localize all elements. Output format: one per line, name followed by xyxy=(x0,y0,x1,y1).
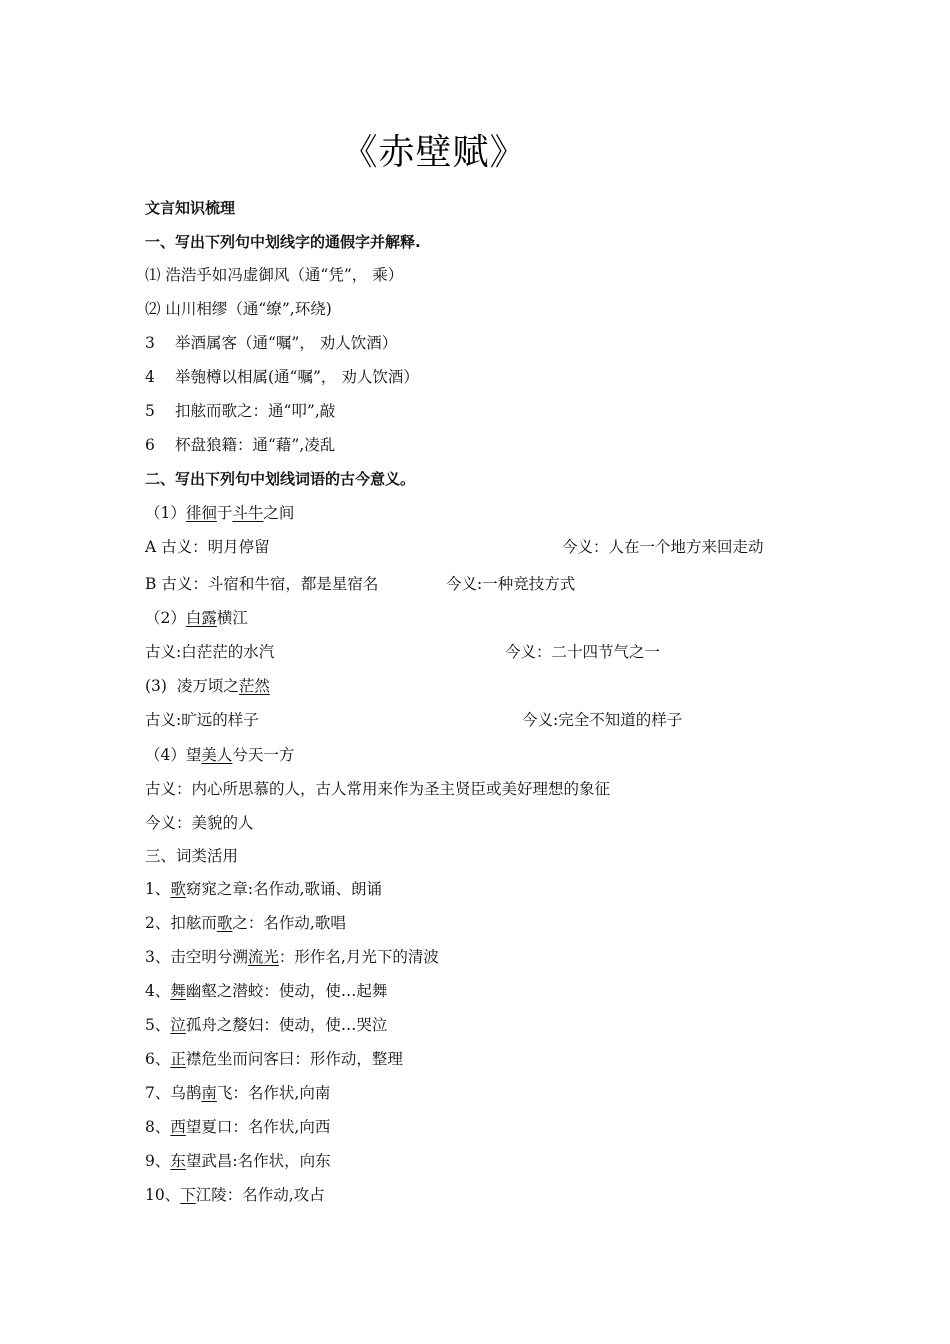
part1-item xyxy=(145,435,335,455)
question-text: 之间 xyxy=(263,504,295,522)
part2-question-3 xyxy=(145,676,270,696)
part2-question-4 xyxy=(145,745,294,765)
part3-item xyxy=(145,981,387,1001)
underlined-word: 茫然 xyxy=(238,677,270,695)
item-number: 3、 xyxy=(145,948,171,966)
modern-meaning: 今义：美貌的人 xyxy=(145,814,254,832)
item-text: 击空明兮溯 xyxy=(170,948,248,966)
item-text: ：形作名,月光下的清波 xyxy=(278,948,439,966)
part3-item xyxy=(145,913,346,933)
part1-item xyxy=(145,367,419,387)
modern-meaning: 今义:一种竞技方式 xyxy=(446,575,576,593)
underlined-word: 西 xyxy=(170,1118,186,1136)
part3-item xyxy=(145,1015,387,1035)
item-number: 7、 xyxy=(145,1084,171,1102)
question-prefix: （2） xyxy=(145,609,186,627)
part3-heading: 三、词类活用 xyxy=(145,847,239,865)
underlined-word: 歌 xyxy=(170,880,186,898)
underlined-word: 徘徊 xyxy=(185,504,217,522)
item-number: 3 xyxy=(145,334,155,352)
item-text: 襟危坐而问客曰：形作动，整理 xyxy=(185,1050,403,1068)
modern-meaning: 今义：二十四节气之一 xyxy=(505,643,661,661)
question-prefix: （1） xyxy=(145,504,186,522)
underlined-word: 东 xyxy=(170,1152,186,1170)
part3-item xyxy=(145,1083,330,1103)
item-number: 6、 xyxy=(145,1050,171,1068)
part3-item xyxy=(145,879,382,899)
item-number: 4 xyxy=(145,368,155,386)
ancient-meaning: 古义：内心所思慕的人，古人常用来作为圣主贤臣或美好理想的象征 xyxy=(145,780,611,798)
part1-item: ⑵ 山川相缪（通“缭”,环绕) xyxy=(145,300,332,318)
item-number: 5 xyxy=(145,402,155,420)
item-text: 扣舷而 xyxy=(170,914,217,932)
part1-item xyxy=(145,333,397,353)
item-text: 孤舟之嫠妇：使动，使…哭泣 xyxy=(185,1016,388,1034)
underlined-word: 正 xyxy=(170,1050,186,1068)
modern-meaning: 今义:完全不知道的样子 xyxy=(522,711,683,729)
part3-item xyxy=(145,1049,403,1069)
part2-question-2 xyxy=(145,608,248,628)
item-number: 8、 xyxy=(145,1118,171,1136)
underlined-word: 南 xyxy=(201,1084,217,1102)
item-text: 举酒属客（通“嘱”， 劝人饮酒） xyxy=(175,334,398,352)
question-prefix: (3) xyxy=(145,677,167,695)
part1-item: ⑴ 浩浩乎如冯虚御风（通“凭”， 乘） xyxy=(145,266,404,284)
underlined-word: 流光 xyxy=(247,948,279,966)
underlined-word: 歌 xyxy=(216,914,233,932)
modern-meaning: 今义：人在一个地方来回走动 xyxy=(562,538,764,556)
item-number: 2、 xyxy=(145,914,171,932)
ancient-meaning: 古义:白茫茫的水汽 xyxy=(145,643,275,661)
part3-item xyxy=(145,947,439,967)
question-prefix: （4）望 xyxy=(145,746,202,764)
underlined-word: 下 xyxy=(180,1186,196,1204)
item-text: 望武昌:名作状，向东 xyxy=(185,1152,331,1170)
document-title: 《赤壁赋》 xyxy=(341,132,527,173)
item-text: 举匏樽以相属(通“嘱”， 劝人饮酒） xyxy=(175,368,419,386)
underlined-word: 白露 xyxy=(185,609,217,627)
question-text: 凌万顷之 xyxy=(176,677,239,695)
part1-item xyxy=(145,401,335,421)
part2-question-1 xyxy=(145,503,294,523)
item-number: 9、 xyxy=(145,1152,171,1170)
item-text: 乌鹊 xyxy=(170,1084,202,1102)
item-text: 之：名作动,歌唱 xyxy=(232,914,346,932)
item-text: 杯盘狼籍：通“藉”,凌乱 xyxy=(175,436,336,454)
item-number: 1、 xyxy=(145,880,171,898)
underlined-word: 舞 xyxy=(170,982,186,1000)
underlined-word: 斗牛 xyxy=(232,504,264,522)
item-text: 窈窕之章:名作动,歌诵、朗诵 xyxy=(185,880,383,898)
item-number: 10、 xyxy=(145,1186,181,1204)
item-text: 飞：名作状,向南 xyxy=(216,1084,331,1102)
item-number: 5、 xyxy=(145,1016,171,1034)
ancient-meaning: A 古义：明月停留 xyxy=(145,538,270,556)
question-text: 兮天一方 xyxy=(232,746,295,764)
part1-heading: 一、写出下列句中划线字的通假字并解释. xyxy=(145,233,421,251)
underlined-word: 泣 xyxy=(170,1016,186,1034)
item-number: 6 xyxy=(145,436,155,454)
question-text: 于 xyxy=(216,504,233,522)
item-text: 幽壑之潜蛟：使动，使…起舞 xyxy=(185,982,388,1000)
section-heading: 文言知识梳理 xyxy=(145,199,236,217)
item-text: 江陵：名作动,攻占 xyxy=(195,1186,325,1204)
item-text: 扣舷而歌之：通“叩”,敲 xyxy=(175,402,336,420)
item-number: 4、 xyxy=(145,982,171,1000)
ancient-meaning: B 古义：斗宿和牛宿，都是星宿名 xyxy=(145,575,379,593)
part3-item xyxy=(145,1151,331,1171)
underlined-word: 美人 xyxy=(201,746,233,764)
item-text: 望夏口：名作状,向西 xyxy=(185,1118,331,1136)
question-text: 横江 xyxy=(216,609,248,627)
ancient-meaning: 古义:旷远的样子 xyxy=(145,711,259,729)
part3-item xyxy=(145,1117,330,1137)
part2-heading: 二、写出下列句中划线词语的古今意义。 xyxy=(145,470,416,488)
part3-item xyxy=(145,1185,325,1205)
